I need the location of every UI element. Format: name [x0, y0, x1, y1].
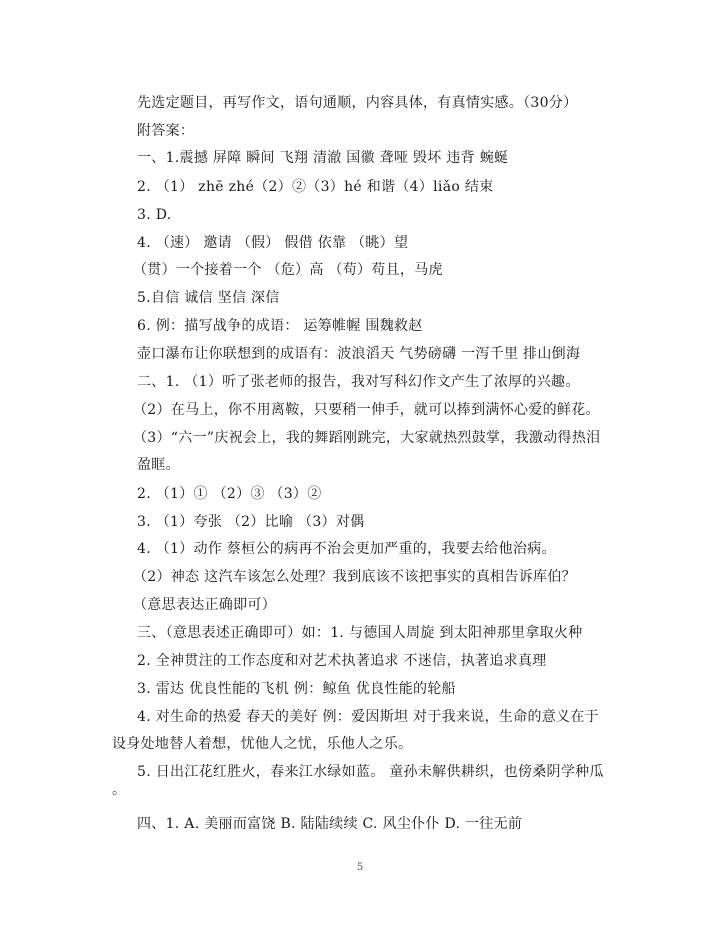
section-1-item-5: 5.自信 诚信 坚信 深信: [137, 290, 280, 306]
page-number: 5: [356, 862, 364, 873]
section-1-item-3: 3. D.: [137, 207, 172, 223]
answer-heading: 附答案：: [137, 123, 195, 139]
section-1-item-4-cont: （贯）一个接着一个 （危）高 （苟）苟且，马虎: [133, 262, 443, 278]
section-3-item-5-cont: 。: [112, 782, 127, 798]
section-1-item-4: 4. （速） 邀请 （假） 假借 依靠 （眺）望: [137, 235, 409, 251]
section-2-item-4: 4. （1）动作 蔡桓公的病再不治会更加严重的，我要去给他治病。: [137, 541, 556, 557]
instruction-text: 先选定题目，再写作文，语句通顺，内容具体，有真情实感。（30分）: [137, 95, 578, 111]
section-1-item-2: 2. （1） zhē zhé（2）②（3）hé 和谐（4）liǎo 结束: [137, 179, 494, 195]
section-2-item-1-3-cont: 盈眶。: [137, 457, 180, 473]
section-3-item-1: 三、（意思表述正确即可）如：1. 与德国人周旋 到太阳神那里拿取火种: [137, 625, 583, 641]
section-3-item-4-cont: 设身处地替人着想，忧他人之忧，乐他人之乐。: [112, 736, 413, 752]
section-2-item-4-2: （2）神态 这汽车该怎么处理？我到底该不该把事实的真相告诉库伯？: [133, 569, 576, 585]
section-1-item-6-cont: 壶口瀑布让你联想到的成语有：波浪滔天 气势磅礴 一泻千里 排山倒海: [137, 346, 581, 362]
section-2-item-1-3: （3）“六一”庆祝会上，我的舞蹈刚跳完，大家就热烈鼓掌，我激动得热泪: [133, 430, 601, 446]
section-1-item-6: 6. 例：描写战争的成语： 运筹帷幄 围魏救赵: [137, 318, 423, 334]
section-3-item-5: 5. 日出江花红胜火，春来江水绿如蓝。 童孙未解供耕织，也傍桑阴学种瓜: [137, 764, 604, 780]
section-3-item-4: 4. 对生命的热爱 春天的美好 例：爱因斯坦 对于我来说，生命的意义在于: [137, 709, 599, 725]
section-4-item-1: 四、1. A. 美丽而富饶 B. 陆陆续续 C. 风尘仆仆 D. 一往无前: [137, 816, 523, 832]
section-2-item-1: 二、1. （1）听了张老师的报告，我对写科幻作文产生了浓厚的兴趣。: [137, 374, 580, 390]
section-1-item-1: 一、1.震撼 屏障 瞬间 飞翔 清澈 国徽 聋哑 毁坏 违背 蜿蜒: [137, 150, 509, 166]
section-3-item-3: 3. 雷达 优良性能的飞机 例：鲸鱼 优良性能的轮船: [137, 681, 456, 697]
section-2-item-3: 3. （1）夸张 （2）比喻 （3）对偶: [137, 514, 365, 530]
section-2-item-2: 2. （1）① （2）③ （3）②: [137, 486, 322, 502]
section-2-item-1-2: （2）在马上，你不用离鞍，只要稍一伸手，就可以捧到满怀心爱的鲜花。: [133, 402, 600, 418]
section-2-note: （意思表达正确即可）: [133, 597, 276, 613]
section-3-item-2: 2. 全神贯注的工作态度和对艺术执著追求 不迷信，执著追求真理: [137, 653, 547, 669]
